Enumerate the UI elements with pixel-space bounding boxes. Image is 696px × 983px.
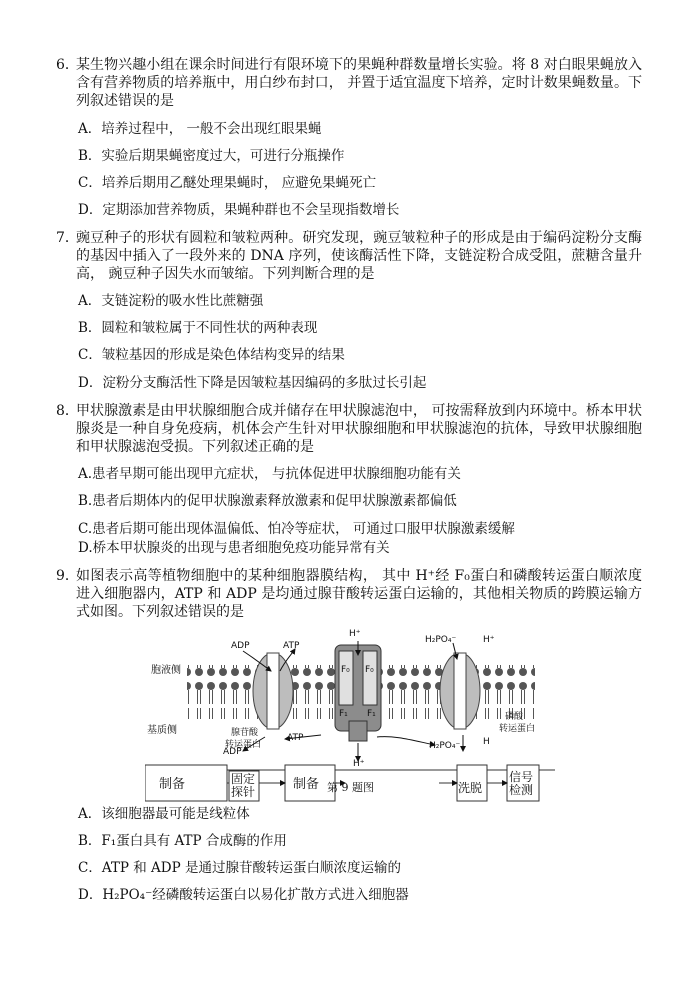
question-stem: 甲状腺激素是由甲状腺细胞合成并储存在甲状腺滤泡中， 可按需释放到内环境中。桥本甲状腺炎是一种自身免疫病，机体会产生针对甲状腺细胞和甲状腺滤泡的抗体，导致甲状腺细胞和甲状腺滤泡受损。下列叙述正确的是 xyxy=(76,403,642,455)
membrane-diagram xyxy=(145,625,555,803)
flow-step: 制备 xyxy=(159,777,186,792)
option-b: B．F₁蛋白具有 ATP 合成酶的作用 xyxy=(78,833,287,849)
question-7 xyxy=(56,229,642,283)
flow-step: 信号检测 xyxy=(509,770,534,797)
question-6 xyxy=(56,56,642,110)
phosphate-transporter-label: 转运蛋白 xyxy=(499,724,536,734)
h-ion-label: H⁺ xyxy=(483,635,495,645)
flow-step: 制备 xyxy=(293,777,320,792)
option-c: C．ATP 和 ADP 是通过腺苷酸转运蛋白顺浓度运输的 xyxy=(78,860,401,876)
f1-label: F₁ xyxy=(367,709,376,719)
option-d: D．定期添加营养物质，果蝇种群也不会呈现指数增长 xyxy=(78,202,400,218)
cytosol-side-label: 胞液侧 xyxy=(151,665,181,676)
phosphate-transporter-label: 磷酸 xyxy=(505,712,524,722)
option-b: B.患者后期体内的促甲状腺激素释放激素和促甲状腺激素都偏低 xyxy=(78,493,457,509)
flow-step: 固定探针 xyxy=(231,772,256,799)
option-d: D．H₂PO₄⁻经磷酸转运蛋白以易化扩散方式进入细胞器 xyxy=(78,887,409,903)
atp-label: ATP xyxy=(283,641,300,651)
adenine-transporter-label: 转运蛋白 xyxy=(225,740,262,750)
f1-label: F₁ xyxy=(339,709,348,719)
arrow xyxy=(377,737,435,745)
h-ion-label: H xyxy=(483,737,490,747)
adenine-transporter-label: 腺苷酸 xyxy=(231,728,259,738)
h-ion-label: H⁺ xyxy=(353,759,365,769)
h2po4-label: H₂PO₄⁻ xyxy=(429,741,461,751)
option-b: B．圆粒和皱粒属于不同性状的两种表现 xyxy=(78,320,318,336)
question-8 xyxy=(56,402,642,456)
h-ion-label: H⁺ xyxy=(349,629,361,639)
h2po4-label: H₂PO₄⁻ xyxy=(425,635,457,645)
question-stem: 豌豆种子的形状有圆粒和皱粒两种。研究发现，豌豆皱粒种子的形成是由于编码淀粉分支酶的基因中插入了一段外来的 DNA 序列，使该酶活性下降，支链淀粉合成受阻，蔗糖含量升高， 豌豆种子因失水而皱缩。下列判断合理的是 xyxy=(76,230,642,282)
atp-synthase xyxy=(335,645,381,741)
matrix-side-label: 基质侧 xyxy=(147,725,177,736)
option-b: B．实验后期果蝇密度过大，可进行分瓶操作 xyxy=(78,148,345,164)
question-number: 8． xyxy=(56,403,79,419)
option-a: A．培养过程中， 一般不会出现红眼果蝇 xyxy=(78,121,322,137)
f0-label: F₀ xyxy=(341,665,350,675)
atp-label: ATP xyxy=(287,733,304,743)
question-number: 9． xyxy=(56,568,79,584)
question-9 xyxy=(56,567,642,621)
question-stem: 如图表示高等植物细胞中的某种细胞器膜结构， 其中 H⁺经 F₀蛋白和磷酸转运蛋白顺浓度进入细胞器内，ATP 和 ADP 是均通过腺苷酸转运蛋白运输的，其他相关物质的跨膜运输方式如图。下列叙述错误的是 xyxy=(76,568,642,620)
flow-step: 洗脱 xyxy=(458,781,483,795)
phosphate-transporter xyxy=(440,653,480,729)
question-stem: 某生物兴趣小组在课余时间进行有限环境下的果蝇种群数量增长实验。将 8 对白眼果蝇放入含有营养物质的培养瓶中，用白纱布封口， 并置于适宜温度下培养，定时计数果蝇数量。下列叙述错误的是 xyxy=(76,57,642,109)
figure-caption: 第 9 题图 xyxy=(327,781,374,794)
option-c: C．皱粒基因的形成是染色体结构变异的结果 xyxy=(78,347,345,363)
adp-label: ADP xyxy=(231,641,250,651)
option-c: C.患者后期可能出现体温偏低、怕冷等症状， 可通过口服甲状腺激素缓解 xyxy=(78,521,515,537)
option-a: A．支链淀粉的吸水性比蔗糖强 xyxy=(78,293,264,309)
f0-label: F₀ xyxy=(365,665,374,675)
option-a: A.患者早期可能出现甲亢症状， 与抗体促进甲状腺细胞功能有关 xyxy=(78,466,461,482)
membrane-figure xyxy=(145,625,555,803)
option-d: D.桥本甲状腺炎的出现与患者细胞免疫功能异常有关 xyxy=(78,540,390,556)
adenine-transporter xyxy=(253,653,293,729)
option-a: A．该细胞器最可能是线粒体 xyxy=(78,806,250,822)
option-d: D．淀粉分支酶活性下降是因皱粒基因编码的多肽过长引起 xyxy=(78,375,427,391)
question-number: 7． xyxy=(56,230,79,246)
adp-label: ADP xyxy=(223,747,242,757)
option-c: C．培养后期用乙醚处理果蝇时， 应避免果蝇死亡 xyxy=(78,175,377,191)
question-number: 6． xyxy=(56,57,79,73)
